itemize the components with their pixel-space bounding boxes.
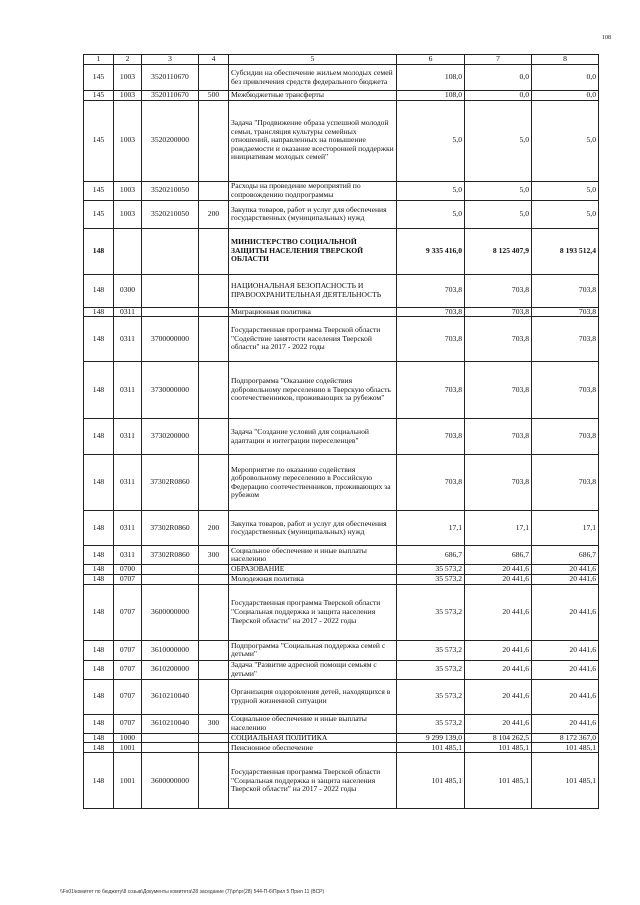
cell-target-code: 3520110670: [142, 91, 199, 101]
cell-description: Закупка товаров, работ и услуг для обеспечения государственных (муниципальных) нужд: [229, 511, 397, 546]
cell-amount-2020: 9 299 139,0: [397, 733, 465, 743]
cell-target-code: 3520110670: [142, 65, 199, 91]
cell-amount-2020: 35 573,2: [397, 679, 465, 714]
cell-amount-2021: 20 441,6: [465, 679, 532, 714]
cell-amount-2022: 20 441,6: [532, 660, 599, 679]
cell-expense-type: 300: [199, 714, 229, 733]
cell-amount-2020: 703,8: [397, 317, 465, 362]
column-header: 1: [84, 55, 114, 65]
cell-description: ОБРАЗОВАНИЕ: [229, 565, 397, 575]
cell-amount-2022: 703,8: [532, 455, 599, 511]
cell-expense-type: [199, 100, 229, 181]
cell-amount-2021: 686,7: [465, 546, 532, 565]
cell-section-code: 0311: [114, 511, 142, 546]
cell-amount-2021: 703,8: [465, 317, 532, 362]
cell-section-code: 1003: [114, 100, 142, 181]
cell-admin-code: 145: [84, 181, 114, 200]
column-header: 4: [199, 55, 229, 65]
cell-admin-code: 148: [84, 362, 114, 419]
cell-amount-2022: 5,0: [532, 200, 599, 228]
cell-amount-2020: 35 573,2: [397, 714, 465, 733]
cell-admin-code: 148: [84, 511, 114, 546]
table-row: [84, 228, 599, 274]
table-row: [84, 660, 599, 679]
cell-amount-2020: 703,8: [397, 307, 465, 317]
cell-amount-2020: 703,8: [397, 362, 465, 419]
cell-expense-type: [199, 419, 229, 455]
cell-amount-2022: 703,8: [532, 419, 599, 455]
table-row: [84, 181, 599, 200]
cell-amount-2021: 17,1: [465, 511, 532, 546]
cell-amount-2022: 703,8: [532, 274, 599, 307]
cell-amount-2020: 5,0: [397, 200, 465, 228]
cell-section-code: 0311: [114, 419, 142, 455]
cell-section-code: 1000: [114, 733, 142, 743]
cell-section-code: 1001: [114, 743, 142, 753]
cell-amount-2020: 35 573,2: [397, 584, 465, 640]
cell-section-code: 1003: [114, 65, 142, 91]
cell-amount-2022: 8 193 512,4: [532, 228, 599, 274]
cell-amount-2021: 101 485,1: [465, 753, 532, 809]
cell-amount-2021: 703,8: [465, 455, 532, 511]
cell-admin-code: 148: [84, 640, 114, 660]
table-row: [84, 584, 599, 640]
cell-expense-type: 500: [199, 91, 229, 101]
cell-expense-type: [199, 733, 229, 743]
cell-amount-2021: 8 125 407,9: [465, 228, 532, 274]
cell-amount-2022: 0,0: [532, 65, 599, 91]
cell-amount-2020: 35 573,2: [397, 574, 465, 584]
cell-description: Подпрограмма "Оказание содействия добровольному переселению в Тверскую область соотечественников, проживающих за рубежом": [229, 362, 397, 419]
cell-expense-type: 200: [199, 511, 229, 546]
cell-amount-2021: 20 441,6: [465, 565, 532, 575]
cell-section-code: 0311: [114, 317, 142, 362]
cell-expense-type: [199, 274, 229, 307]
cell-target-code: 3700000000: [142, 317, 199, 362]
cell-amount-2020: 5,0: [397, 100, 465, 181]
cell-admin-code: 148: [84, 679, 114, 714]
cell-expense-type: [199, 660, 229, 679]
cell-amount-2022: 5,0: [532, 100, 599, 181]
cell-amount-2022: 101 485,1: [532, 753, 599, 809]
table-row: [84, 455, 599, 511]
cell-target-code: 37302R0860: [142, 546, 199, 565]
cell-amount-2022: 17,1: [532, 511, 599, 546]
cell-amount-2022: 20 441,6: [532, 565, 599, 575]
cell-target-code: 37302R0860: [142, 455, 199, 511]
cell-admin-code: 145: [84, 91, 114, 101]
column-header: 2: [114, 55, 142, 65]
cell-amount-2020: 35 573,2: [397, 660, 465, 679]
cell-admin-code: 145: [84, 200, 114, 228]
cell-target-code: 3600000000: [142, 753, 199, 809]
cell-amount-2022: 5,0: [532, 181, 599, 200]
cell-amount-2021: 0,0: [465, 65, 532, 91]
table-row: [84, 307, 599, 317]
cell-section-code: 0700: [114, 565, 142, 575]
cell-admin-code: 145: [84, 65, 114, 91]
cell-amount-2021: 703,8: [465, 419, 532, 455]
column-header: 6: [397, 55, 465, 65]
cell-section-code: [114, 228, 142, 274]
cell-admin-code: 148: [84, 274, 114, 307]
cell-description: НАЦИОНАЛЬНАЯ БЕЗОПАСНОСТЬ И ПРАВООХРАНИТЕЛЬНАЯ ДЕЯТЕЛЬНОСТЬ: [229, 274, 397, 307]
cell-section-code: 0300: [114, 274, 142, 307]
cell-section-code: 0311: [114, 307, 142, 317]
cell-amount-2021: 20 441,6: [465, 660, 532, 679]
cell-expense-type: 300: [199, 546, 229, 565]
cell-admin-code: 148: [84, 419, 114, 455]
cell-description: Мероприятие по оказанию содействия добровольному переселению в Российскую Федерацию соотечественников, проживающих за рубежом: [229, 455, 397, 511]
cell-description: СОЦИАЛЬНАЯ ПОЛИТИКА: [229, 733, 397, 743]
cell-expense-type: [199, 584, 229, 640]
cell-admin-code: 148: [84, 307, 114, 317]
cell-target-code: [142, 733, 199, 743]
cell-amount-2020: 108,0: [397, 91, 465, 101]
cell-amount-2021: 20 441,6: [465, 714, 532, 733]
budget-table: [83, 54, 599, 809]
cell-target-code: [142, 574, 199, 584]
cell-amount-2021: 5,0: [465, 100, 532, 181]
table-row: [84, 91, 599, 101]
cell-section-code: 0707: [114, 584, 142, 640]
cell-amount-2021: 101 485,1: [465, 743, 532, 753]
cell-target-code: [142, 565, 199, 575]
table-row: [84, 565, 599, 575]
file-path-footer: \\Fs01\комитет по бюджету\8 созыв\Документы комитета\28 заседание (7)\рг\рг(28) 544-П-6\Прил 5 Прил 11 (ВСР): [60, 889, 325, 895]
cell-expense-type: [199, 65, 229, 91]
table-row: [84, 511, 599, 546]
cell-amount-2020: 17,1: [397, 511, 465, 546]
cell-expense-type: 200: [199, 200, 229, 228]
cell-amount-2021: 5,0: [465, 200, 532, 228]
cell-amount-2022: 8 172 367,0: [532, 733, 599, 743]
cell-amount-2022: 703,8: [532, 307, 599, 317]
cell-amount-2021: 20 441,6: [465, 584, 532, 640]
table-row: [84, 714, 599, 733]
cell-description: Субсидии на обеспечение жильем молодых семей без привлечения средств федерального бюджета: [229, 65, 397, 91]
cell-amount-2020: 101 485,1: [397, 753, 465, 809]
cell-section-code: 1003: [114, 181, 142, 200]
cell-target-code: 3610200000: [142, 660, 199, 679]
cell-amount-2021: 703,8: [465, 274, 532, 307]
cell-amount-2022: 101 485,1: [532, 743, 599, 753]
cell-amount-2020: 9 335 416,0: [397, 228, 465, 274]
cell-amount-2022: 686,7: [532, 546, 599, 565]
cell-section-code: 1001: [114, 753, 142, 809]
cell-target-code: 3730200000: [142, 419, 199, 455]
cell-admin-code: 148: [84, 228, 114, 274]
cell-amount-2021: 703,8: [465, 362, 532, 419]
cell-admin-code: 148: [84, 733, 114, 743]
column-header: 3: [142, 55, 199, 65]
cell-amount-2020: 703,8: [397, 419, 465, 455]
cell-description: МИНИСТЕРСТВО СОЦИАЛЬНОЙ ЗАЩИТЫ НАСЕЛЕНИЯ ТВЕРСКОЙ ОБЛАСТИ: [229, 228, 397, 274]
cell-admin-code: 148: [84, 565, 114, 575]
cell-description: Молодежная политика: [229, 574, 397, 584]
cell-amount-2022: 20 441,6: [532, 584, 599, 640]
cell-expense-type: [199, 455, 229, 511]
table-row: [84, 274, 599, 307]
cell-description: Задача "Создание условий для социальной адаптации и интеграции переселенцев": [229, 419, 397, 455]
cell-expense-type: [199, 362, 229, 419]
cell-description: Государственная программа Тверской области "Содействие занятости населения Тверской области" на 2017 - 2022 годы: [229, 317, 397, 362]
cell-description: Организация оздоровления детей, находящихся в трудной жизненной ситуации: [229, 679, 397, 714]
column-header: 8: [532, 55, 599, 65]
cell-expense-type: [199, 317, 229, 362]
cell-amount-2021: 5,0: [465, 181, 532, 200]
cell-description: Закупка товаров, работ и услуг для обеспечения государственных (муниципальных) нужд: [229, 200, 397, 228]
cell-admin-code: 145: [84, 100, 114, 181]
cell-target-code: [142, 228, 199, 274]
column-header-row: [84, 55, 599, 65]
cell-admin-code: 148: [84, 743, 114, 753]
cell-description: Государственная программа Тверской области "Социальная поддержка и защита населения Тверской области" на 2017 - 2022 годы: [229, 753, 397, 809]
column-header: 7: [465, 55, 532, 65]
table-row: [84, 100, 599, 181]
table-row: [84, 574, 599, 584]
cell-description: Задача "Продвижение образа успешной молодой семьи, трансляция культуры семейных отношений, направленных на повышение рождаемости и оказание всесторонней поддержки инициативам молодых семей": [229, 100, 397, 181]
cell-expense-type: [199, 565, 229, 575]
table-row: [84, 362, 599, 419]
table-row: [84, 419, 599, 455]
cell-section-code: 0311: [114, 546, 142, 565]
cell-target-code: 3610210040: [142, 679, 199, 714]
cell-amount-2021: 20 441,6: [465, 640, 532, 660]
cell-expense-type: [199, 228, 229, 274]
cell-admin-code: 148: [84, 660, 114, 679]
table-row: [84, 743, 599, 753]
cell-target-code: 37302R0860: [142, 511, 199, 546]
cell-amount-2022: 703,8: [532, 317, 599, 362]
cell-expense-type: [199, 743, 229, 753]
table-row: [84, 679, 599, 714]
cell-admin-code: 148: [84, 546, 114, 565]
table-row: [84, 200, 599, 228]
cell-expense-type: [199, 307, 229, 317]
table-row: [84, 733, 599, 743]
cell-section-code: 1003: [114, 200, 142, 228]
column-header: 5: [229, 55, 397, 65]
cell-amount-2021: 20 441,6: [465, 574, 532, 584]
cell-section-code: 0707: [114, 574, 142, 584]
cell-target-code: 3600000000: [142, 584, 199, 640]
cell-amount-2021: 0,0: [465, 91, 532, 101]
page-number: 108: [602, 35, 611, 41]
cell-section-code: 0707: [114, 679, 142, 714]
cell-amount-2020: 101 485,1: [397, 743, 465, 753]
cell-section-code: 0707: [114, 660, 142, 679]
cell-amount-2020: 5,0: [397, 181, 465, 200]
cell-amount-2020: 703,8: [397, 455, 465, 511]
cell-description: Расходы на проведение мероприятий по сопровождению подпрограммы: [229, 181, 397, 200]
cell-amount-2022: 20 441,6: [532, 714, 599, 733]
cell-amount-2022: 20 441,6: [532, 679, 599, 714]
cell-description: Социальное обеспечение и иные выплаты населению: [229, 714, 397, 733]
cell-amount-2022: 703,8: [532, 362, 599, 419]
cell-amount-2022: 0,0: [532, 91, 599, 101]
cell-expense-type: [199, 753, 229, 809]
table-row: [84, 65, 599, 91]
cell-target-code: [142, 274, 199, 307]
cell-target-code: [142, 307, 199, 317]
cell-amount-2020: 108,0: [397, 65, 465, 91]
cell-section-code: 0311: [114, 362, 142, 419]
cell-target-code: 3730000000: [142, 362, 199, 419]
cell-target-code: 3520200000: [142, 100, 199, 181]
cell-section-code: 0707: [114, 714, 142, 733]
cell-description: Пенсионное обеспечение: [229, 743, 397, 753]
table-row: [84, 546, 599, 565]
cell-amount-2021: 8 104 262,5: [465, 733, 532, 743]
cell-amount-2022: 20 441,6: [532, 640, 599, 660]
cell-admin-code: 148: [84, 584, 114, 640]
cell-target-code: 3520210050: [142, 200, 199, 228]
cell-amount-2021: 703,8: [465, 307, 532, 317]
cell-amount-2022: 20 441,6: [532, 574, 599, 584]
cell-description: Межбюджетные трансферты: [229, 91, 397, 101]
cell-amount-2020: 35 573,2: [397, 565, 465, 575]
cell-expense-type: [199, 679, 229, 714]
cell-amount-2020: 703,8: [397, 274, 465, 307]
table-row: [84, 317, 599, 362]
cell-section-code: 0707: [114, 640, 142, 660]
cell-expense-type: [199, 574, 229, 584]
cell-expense-type: [199, 640, 229, 660]
cell-description: Миграционная политика: [229, 307, 397, 317]
cell-amount-2020: 35 573,2: [397, 640, 465, 660]
cell-admin-code: 148: [84, 574, 114, 584]
table-row: [84, 753, 599, 809]
cell-description: Государственная программа Тверской области "Социальная поддержка и защита населения Тверской области" на 2017 - 2022 годы: [229, 584, 397, 640]
cell-expense-type: [199, 181, 229, 200]
cell-admin-code: 148: [84, 753, 114, 809]
cell-description: Задача "Развитие адресной помощи семьям с детьми": [229, 660, 397, 679]
cell-section-code: 1003: [114, 91, 142, 101]
cell-amount-2020: 686,7: [397, 546, 465, 565]
cell-description: Подпрограмма "Социальная поддержка семей с детьми": [229, 640, 397, 660]
cell-admin-code: 148: [84, 317, 114, 362]
cell-target-code: [142, 743, 199, 753]
cell-section-code: 0311: [114, 455, 142, 511]
table-row: [84, 640, 599, 660]
cell-target-code: 3610210040: [142, 714, 199, 733]
cell-admin-code: 148: [84, 714, 114, 733]
cell-description: Социальное обеспечение и иные выплаты населению: [229, 546, 397, 565]
cell-admin-code: 148: [84, 455, 114, 511]
cell-target-code: 3610000000: [142, 640, 199, 660]
cell-target-code: 3520210050: [142, 181, 199, 200]
